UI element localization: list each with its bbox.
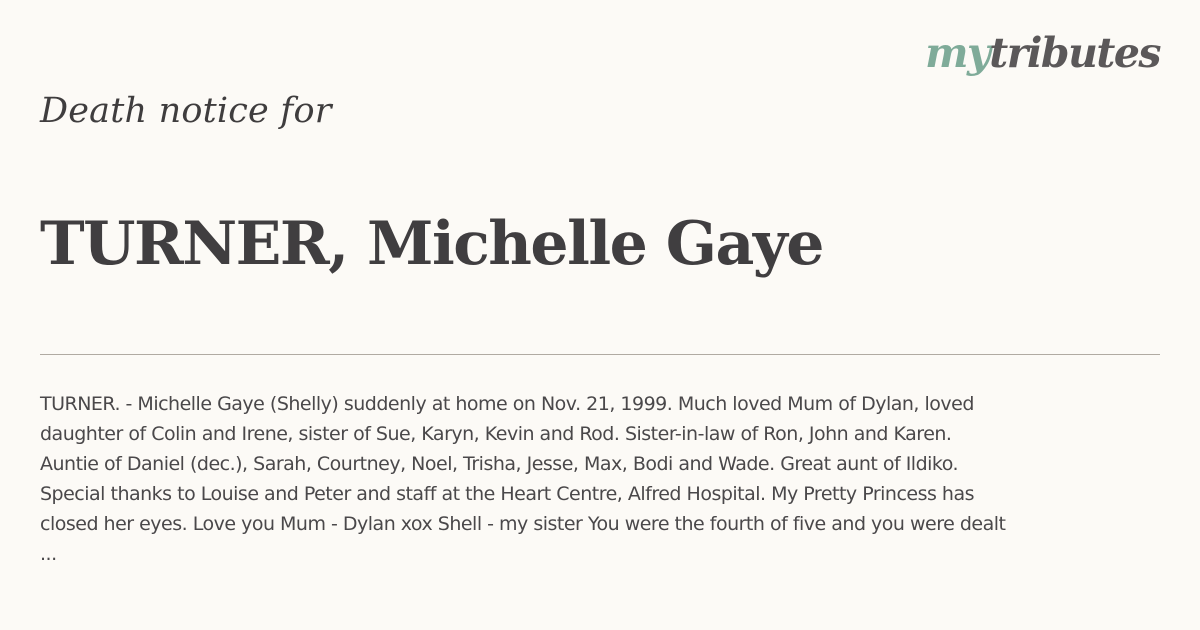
divider bbox=[40, 354, 1160, 355]
mytributes-logo[interactable] bbox=[925, 29, 1160, 77]
notice-text: TURNER. - Michelle Gaye (Shelly) suddenly at home on Nov. 21, 1999. Much loved Mum of Dylan, loved daughter of Colin and Irene, sister of Sue, Karyn, Kevin and Rod. Sister-in-law of Ron, John and Karen. Auntie of Daniel (dec.), Sarah, Courtney, Noel, Trisha, Jesse, Max, Bodi and Wade. Great aunt of Ildiko. Special thanks to Louise and Peter and staff at the Heart Centre, Alfred Hospital. My Pretty Princess has closed her eyes. Love you Mum - Dylan xox Shell - my sister You were the fourth of five and you were dealt ... bbox=[40, 393, 1006, 565]
logo-tributes: tributes bbox=[989, 29, 1160, 77]
logo-my: my bbox=[925, 29, 990, 77]
death-notice-label: Death notice for bbox=[40, 91, 332, 131]
deceased-name: TURNER, Michelle Gaye bbox=[40, 209, 823, 279]
